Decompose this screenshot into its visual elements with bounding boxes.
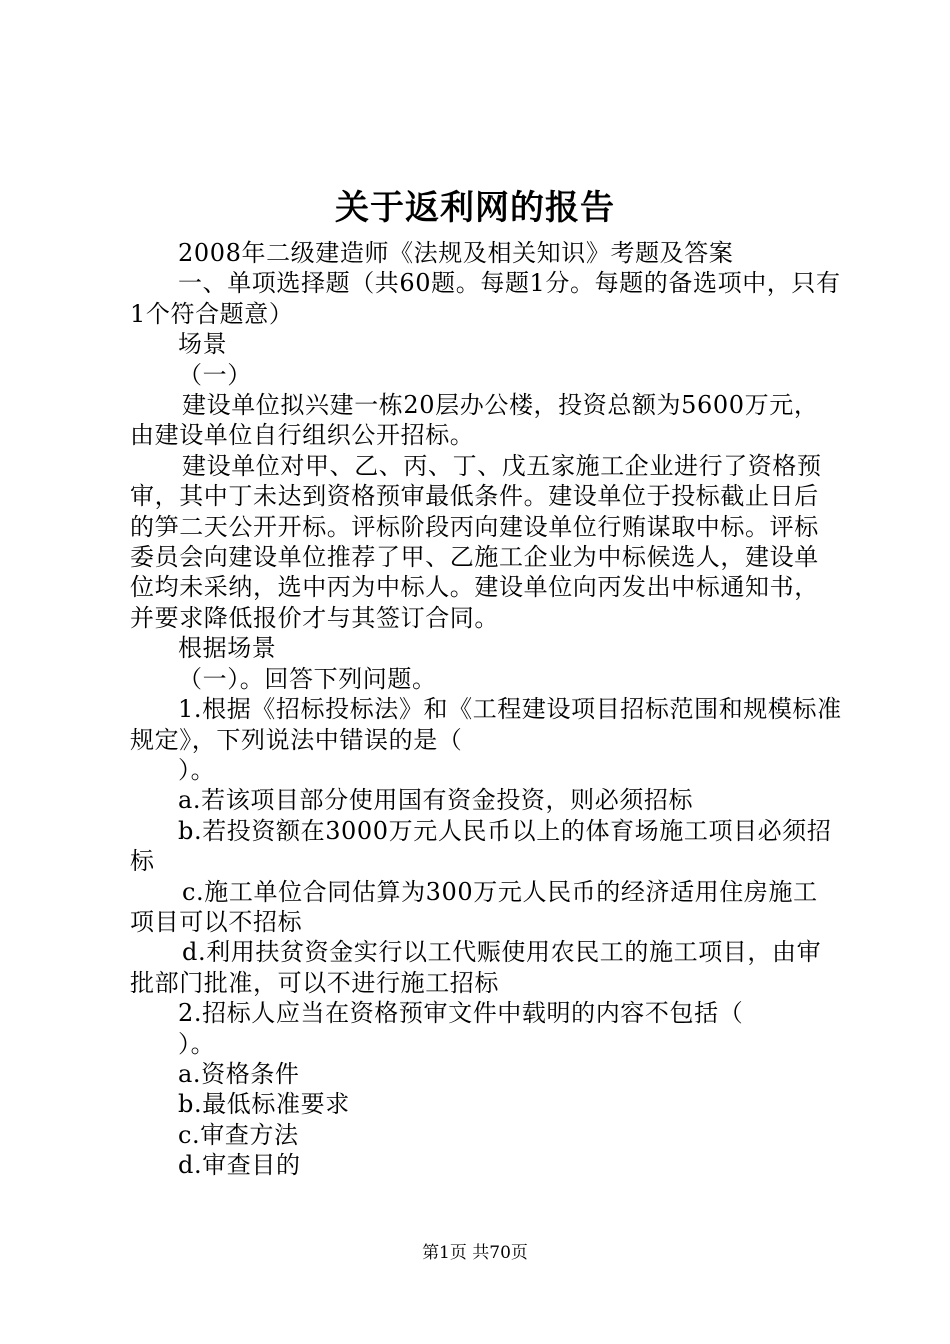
document-body <box>130 238 842 1181</box>
answer-option: a.若该项目部分使用国有资金投资，则必须招标 <box>178 786 694 815</box>
paragraph: ）。 <box>178 755 216 784</box>
question: 2.招标人应当在资格预审文件中载明的内容不包括（ <box>178 999 744 1028</box>
paragraph: 建设单位对甲、乙、丙、丁、戊五家施工企业进行了资格预审，其中丁未达到资格预审最低条件。建设单位于投标截止日后的笋二天公开开标。评标阶段丙向建设单位行贿谋取中标。评标委员会向建设单位推荐了甲、乙施工企业为中标候选人，建设单位均未采纳，选中丙为中标人。建设单位向丙发出中标通知书，并要求降低报价才与其签订合同。 <box>130 451 822 632</box>
paragraph: 场景 <box>178 330 228 359</box>
section-heading: 一、单项选择题（共60题。每题1分。每题的备选项中，只有1个符合题意） <box>130 269 841 328</box>
answer-option: b.最低标准要求 <box>178 1090 350 1119</box>
paragraph: ）。 <box>178 1029 216 1058</box>
paragraph: 根据场景 <box>178 634 277 663</box>
exam-heading: 2008年二级建造师《法规及相关知识》考题及答案 <box>178 239 734 267</box>
document-title: 关于返利网的报告 <box>335 188 615 228</box>
paragraph: （一）。回答下列问题。 <box>178 664 437 693</box>
answer-option: c.审查方法 <box>178 1120 299 1149</box>
question: 1.根据《招标投标法》和《工程建设项目招标范围和规模标准规定》，下列说法中错误的是（ <box>130 695 842 754</box>
paragraph: （一） <box>178 360 252 389</box>
answer-option: d.审查目的 <box>178 1151 301 1180</box>
answer-option: d.利用扶贫资金实行以工代赈使用农民工的施工项目，由审批部门批准，可以不进行施工招标 <box>130 938 822 997</box>
answer-option: c.施工单位合同估算为300万元人民币的经济适用住房施工项目可以不招标 <box>130 877 818 936</box>
answer-option: b.若投资额在3000万元人民币以上的体育场施工项目必须招标 <box>130 816 832 876</box>
answer-option: a.资格条件 <box>178 1059 300 1088</box>
paragraph: 建设单位拟兴建一栋20层办公楼，投资总额为5600万元，由建设单位自行组织公开招标。 <box>130 391 819 450</box>
page-footer: 第1页 共70页 <box>422 1243 528 1263</box>
